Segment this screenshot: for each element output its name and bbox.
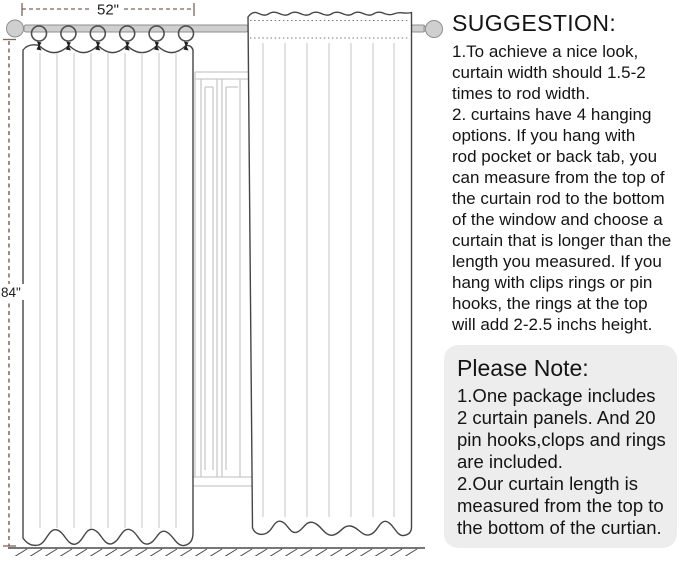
finial-ball-right-icon — [426, 21, 443, 38]
text-line: pin hooks,clops and rings — [457, 429, 666, 450]
text-line: length you measured. If you — [452, 252, 662, 271]
curtain-clips — [37, 42, 189, 51]
right-curtain-panel — [248, 12, 412, 535]
text-line: curtain that is longer than the — [452, 231, 672, 250]
curtain-length-label: 84" — [1, 285, 21, 300]
text-line: hang with clips rings or pin — [452, 273, 653, 292]
text-line: rod pocket or back tab, you — [452, 147, 658, 166]
text-line: 2.Our curtain length is — [457, 473, 638, 494]
finial-ball-left-icon — [7, 20, 24, 37]
please-note-body — [457, 385, 677, 539]
please-note-box — [444, 345, 677, 548]
text-line: will add 2-2.5 inchs height. — [452, 315, 653, 334]
text-line: measured from the top to — [457, 495, 664, 516]
rod-width-label: 52" — [96, 1, 120, 19]
floor-hatching — [14, 549, 417, 556]
suggestion-section — [452, 8, 678, 335]
suggestion-body — [452, 41, 678, 335]
text-line: times to rod width. — [452, 84, 590, 103]
width-dimension — [22, 2, 194, 19]
please-note-title: Please Note: — [457, 355, 589, 381]
text-line: the bottom of the curtian. — [457, 517, 662, 538]
left-curtain-panel — [23, 45, 193, 546]
floor — [8, 548, 425, 556]
text-line: 2 curtain panels. And 20 — [457, 407, 656, 428]
text-line: 1.To achieve a nice look, — [452, 42, 639, 61]
text-line: options. If you hang with — [452, 126, 636, 145]
text-line: can measure from the top of — [452, 168, 665, 187]
text-line: hooks, the rings at the top — [452, 294, 648, 313]
text-line: curtain width should 1.5-2 — [452, 63, 646, 82]
text-line: of the window and choose a — [452, 210, 663, 229]
text-line: are included. — [457, 451, 563, 472]
window-sill — [191, 477, 253, 486]
text-line: 1.One package includes — [457, 385, 656, 406]
text-line: 2. curtains have 4 hanging — [452, 105, 652, 124]
text-line: the curtain rod to the bottom — [452, 189, 665, 208]
suggestion-title: SUGGESTION: — [452, 10, 617, 36]
